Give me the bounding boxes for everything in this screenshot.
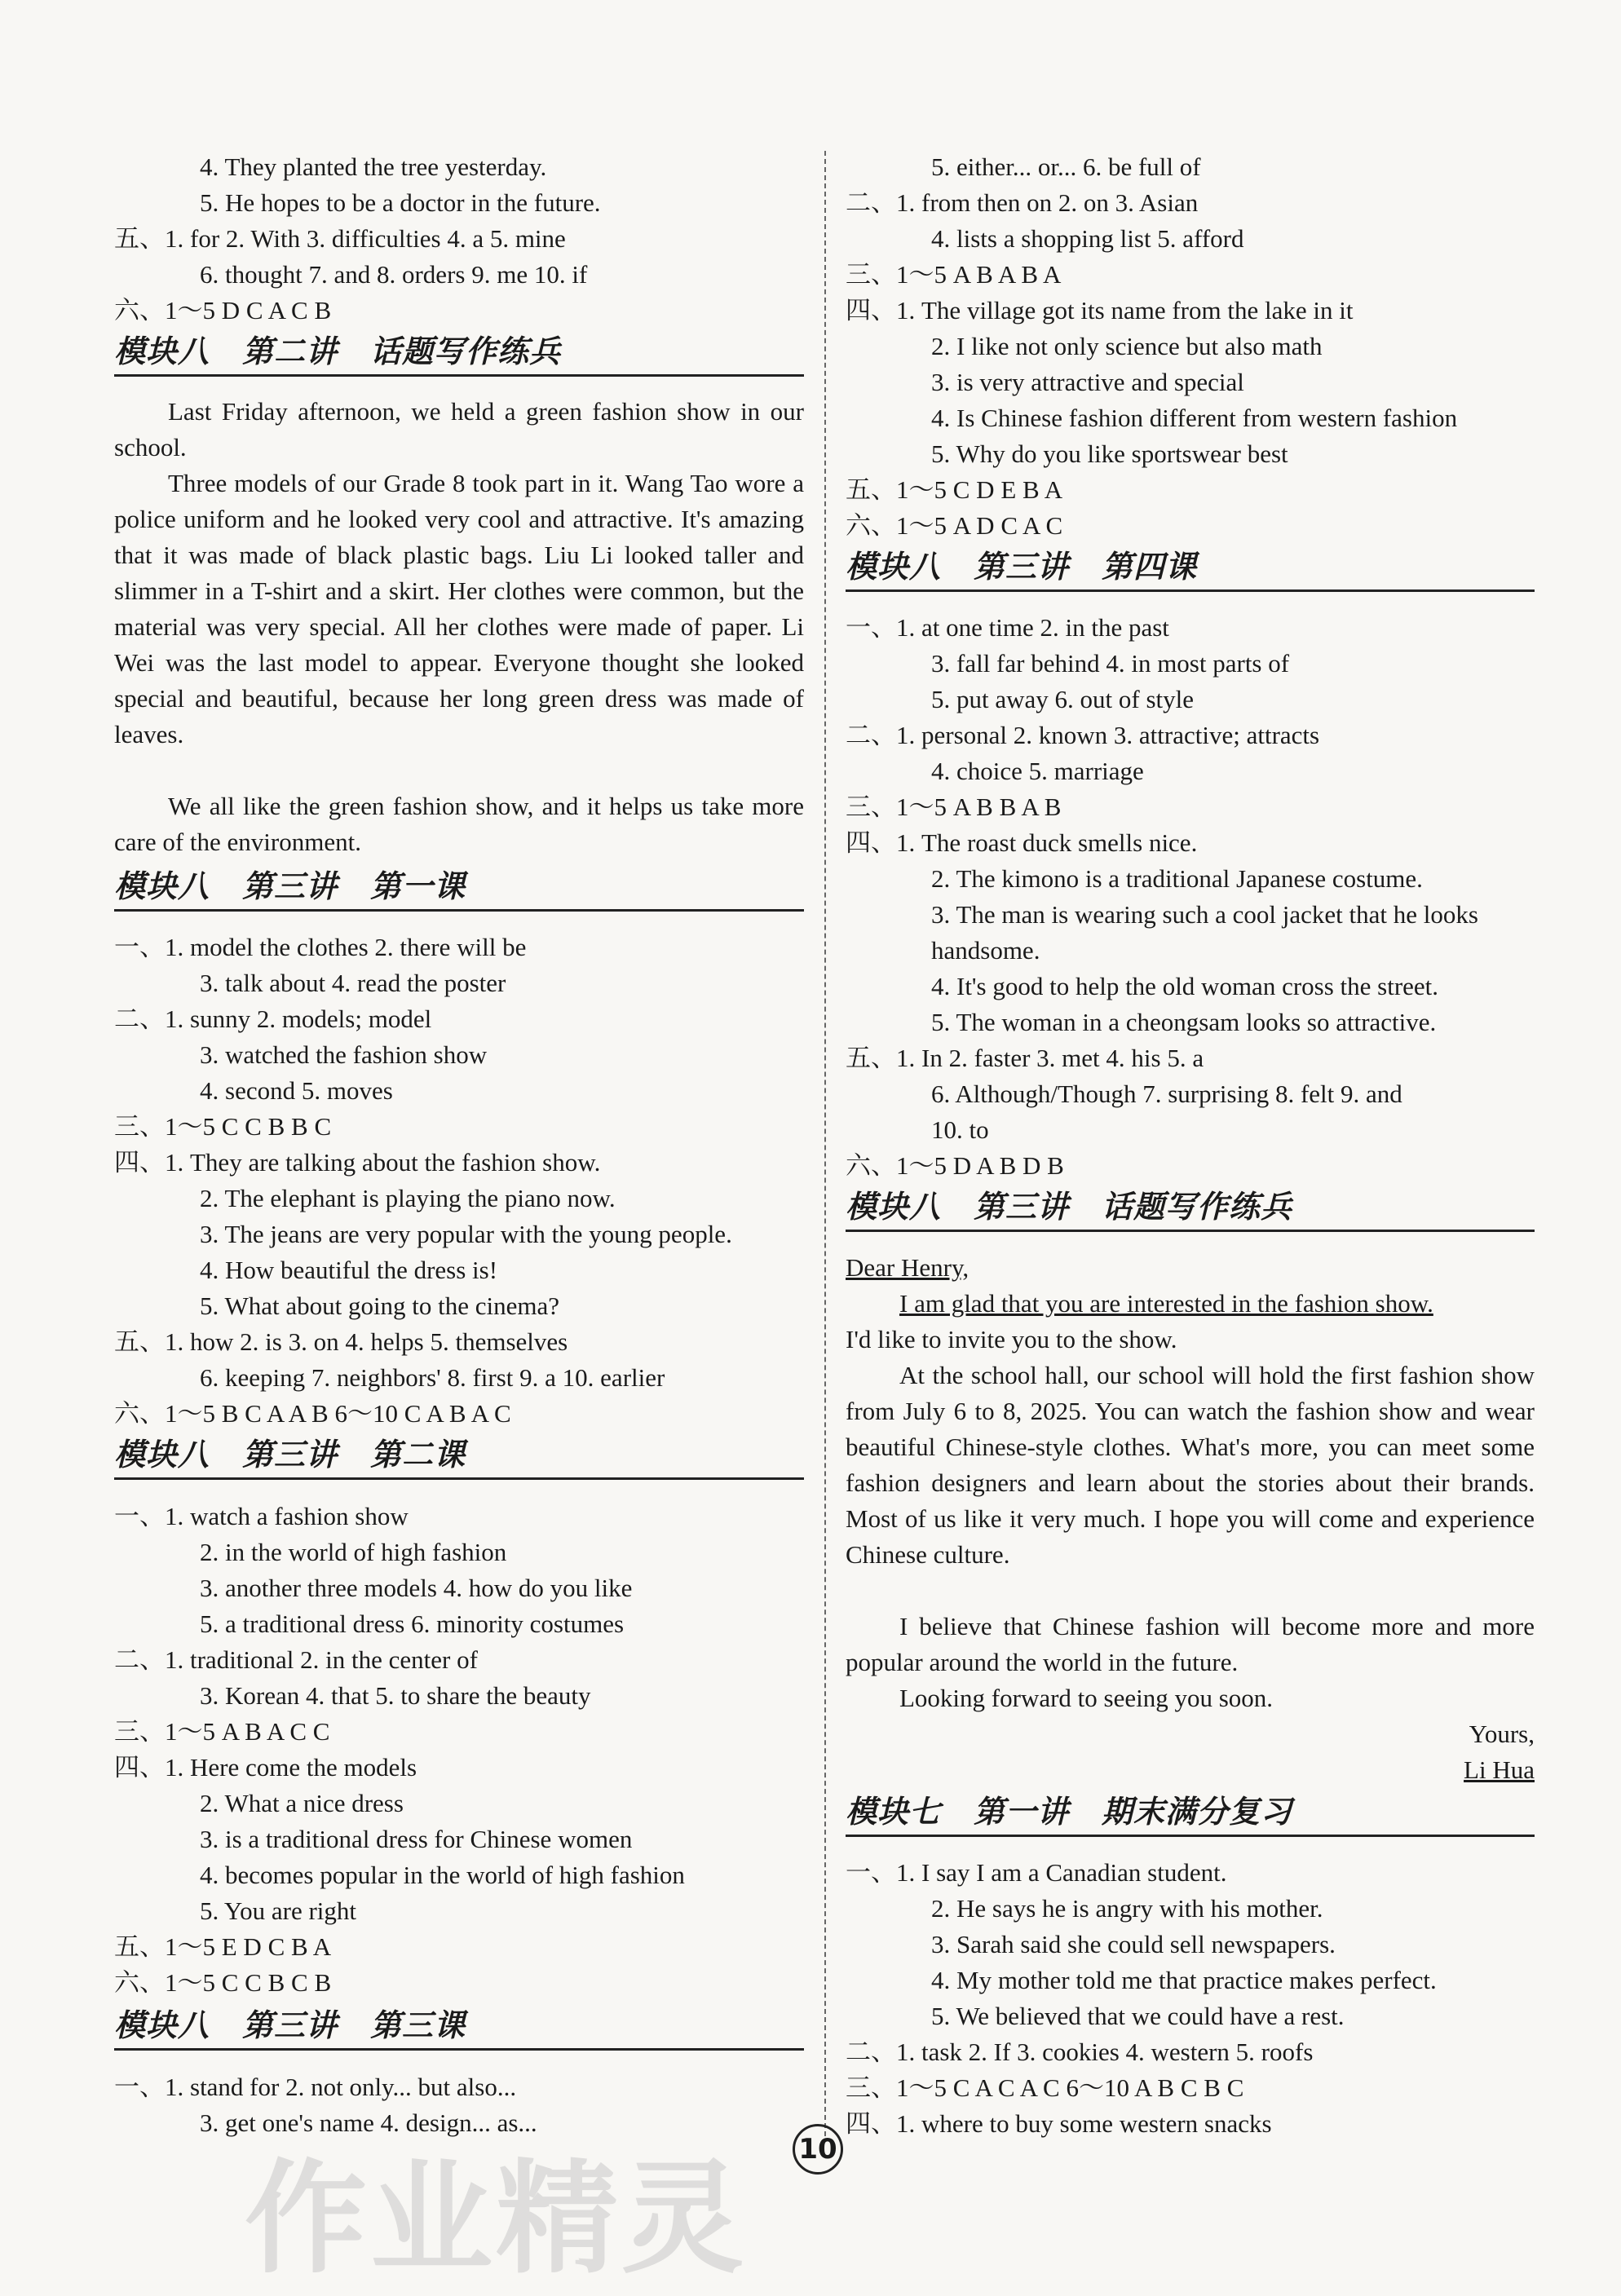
letter-signature: Li Hua [1464, 1755, 1535, 1784]
section-heading: 模块八 第三讲 第一课 [114, 865, 804, 912]
page-number: 10 [793, 2124, 843, 2175]
answer-line: 3. get one's name 4. design... as... [200, 2108, 537, 2137]
answer-line: 四、1. Here come the models [114, 1753, 417, 1782]
answer-line: 五、1. for 2. With 3. difficulties 4. a 5. mine [114, 224, 566, 253]
answer-line: 三、1～5 A B A B A [846, 260, 1062, 289]
answer-line: 四、1. The roast duck smells nice. [846, 828, 1198, 857]
answer-line: 5. a traditional dress 6. minority costumes [200, 1609, 625, 1638]
letter-salutation: Dear Henry, [846, 1253, 970, 1282]
answer-line: 二、1. from then on 2. on 3. Asian [846, 188, 1199, 217]
column-divider [824, 151, 826, 2136]
answer-line: 2. I like not only science but also math [931, 332, 1323, 360]
answer-line: 3. fall far behind 4. in most parts of [931, 649, 1290, 678]
answer-line: 五、1～5 E D C B A [114, 1932, 332, 1961]
answer-line: 4. They planted the tree yesterday. [200, 152, 547, 181]
answer-line: 三、1～5 A B A C C [114, 1717, 330, 1746]
answer-line: 六、1～5 A D C A C [846, 511, 1063, 540]
answer-line: 三、1～5 C A C A C 6～10 A B C B C [846, 2073, 1244, 2102]
answer-line: 2. The kimono is a traditional Japanese costume. [931, 864, 1423, 893]
answer-line: 4. How beautiful the dress is! [200, 1256, 498, 1284]
answer-line: 6. keeping 7. neighbors' 8. first 9. a 10. earlier [200, 1363, 665, 1392]
letter-paragraph: At the school hall, our school will hold the first fashion show from July 6 to 8, 2025. You can watch the fashion show and wear beautiful Chinese-style clothes. What's more, you can meet some fashion designers and learn about the stories about their brands. Most of us like it very much. I hope you will come and experience Chinese culture. [846, 1361, 1535, 1569]
answer-line: 4. My mother told me that practice makes perfect. [931, 1966, 1437, 1994]
answer-line: 一、1. watch a fashion show [114, 1502, 409, 1530]
answer-line: 3. another three models 4. how do you like [200, 1574, 633, 1602]
answer-line: 六、1～5 D C A C B [114, 296, 332, 325]
letter-paragraph: Looking forward to seeing you soon. [899, 1684, 1274, 1712]
answer-line: 2. What a nice dress [200, 1789, 404, 1817]
answer-line: 3. The man is wearing such a cool jacket that he looks [931, 900, 1478, 929]
answer-line: 一、1. stand for 2. not only... but also... [114, 2073, 517, 2101]
answer-line: 五、1. In 2. faster 3. met 4. his 5. a [846, 1044, 1204, 1072]
answer-line: 2. The elephant is playing the piano now. [200, 1184, 616, 1212]
answer-line: 二、1. traditional 2. in the center of [114, 1645, 478, 1674]
answer-line: 5. You are right [200, 1896, 357, 1925]
answer-line: 四、1. The village got its name from the lake in it [846, 296, 1354, 325]
answer-line: 4. second 5. moves [200, 1076, 393, 1105]
letter-closing: Yours, [1469, 1720, 1535, 1748]
answer-line: 4. choice 5. marriage [931, 757, 1144, 785]
answer-line: 5. Why do you like sportswear best [931, 439, 1288, 468]
watermark-bottom: 作业精灵 [245, 2148, 748, 2290]
answer-line: 三、1～5 C C B B C [114, 1112, 332, 1141]
answer-line: 5. The woman in a cheongsam looks so attractive. [931, 1008, 1437, 1036]
answer-line: 4. lists a shopping list 5. afford [931, 224, 1244, 253]
answer-line: 3. Sarah said she could sell newspapers. [931, 1930, 1336, 1958]
essay-paragraph: Three models of our Grade 8 took part in it. Wang Tao wore a police uniform and he looked very cool and attractive. It's amazing that it was made of black plastic bags. Liu Li looked taller and slimmer in a T-shirt and a skirt. Her clothes were common, but the material was very special. All her clothes were made of paper. Li Wei was the last model to appear. Everyone thought she looked special and beautiful, because her long green dress was made of leaves. [114, 469, 804, 748]
answer-line: 10. to [931, 1115, 989, 1144]
answer-line: 四、1. where to buy some western snacks [846, 2109, 1272, 2138]
answer-line: 5. We believed that we could have a rest. [931, 2002, 1345, 2030]
answer-line: 5. either... or... 6. be full of [931, 152, 1201, 181]
answer-line: 3. Korean 4. that 5. to share the beauty [200, 1681, 591, 1710]
answer-line: 3. The jeans are very popular with the young people. [200, 1220, 732, 1248]
answer-line: handsome. [931, 936, 1040, 965]
answer-line: 二、1. sunny 2. models; model [114, 1004, 432, 1033]
answer-line: 二、1. task 2. If 3. cookies 4. western 5. roofs [846, 2038, 1314, 2066]
answer-line: 五、1～5 C D E B A [846, 475, 1063, 504]
answer-line: 3. watched the fashion show [200, 1040, 488, 1069]
essay-paragraph: We all like the green fashion show, and it helps us take more care of the environment. [114, 792, 804, 856]
answer-line: 5. What about going to the cinema? [200, 1292, 560, 1320]
answer-line: 一、1. I say I am a Canadian student. [846, 1858, 1227, 1887]
answer-line: 2. He says he is angry with his mother. [931, 1894, 1323, 1923]
answer-line: 五、1. how 2. is 3. on 4. helps 5. themselves [114, 1327, 568, 1356]
answer-line: 3. is very attractive and special [931, 368, 1244, 396]
section-heading: 模块八 第三讲 第三课 [114, 2004, 804, 2051]
answer-line: 3. talk about 4. read the poster [200, 969, 506, 997]
answer-line: 一、1. model the clothes 2. there will be [114, 933, 527, 961]
letter-line: I'd like to invite you to the show. [846, 1325, 1177, 1353]
answer-line: 三、1～5 A B B A B [846, 793, 1062, 821]
section-heading: 模块七 第一讲 期末满分复习 [846, 1790, 1535, 1837]
answer-line: 一、1. at one time 2. in the past [846, 613, 1169, 642]
letter-paragraph: I believe that Chinese fashion will become more and more popular around the world in the future. [846, 1612, 1535, 1676]
answer-line: 六、1～5 C C B C B [114, 1968, 332, 1997]
section-heading: 模块八 第三讲 话题写作练兵 [846, 1186, 1535, 1232]
answer-line: 5. He hopes to be a doctor in the future. [200, 188, 601, 217]
answer-line: 4. It's good to help the old woman cross the street. [931, 972, 1439, 1000]
essay-paragraph: Last Friday afternoon, we held a green fashion show in our school. [114, 397, 804, 461]
section-heading: 模块八 第三讲 第二课 [114, 1433, 804, 1480]
section-heading: 模块八 第二讲 话题写作练兵 [114, 330, 804, 377]
answer-line: 3. is a traditional dress for Chinese women [200, 1825, 633, 1853]
answer-line: 4. becomes popular in the world of high fashion [200, 1861, 685, 1889]
answer-line: 二、1. personal 2. known 3. attractive; attracts [846, 721, 1320, 749]
answer-line: 5. put away 6. out of style [931, 685, 1195, 713]
answer-line: 四、1. They are talking about the fashion show. [114, 1148, 601, 1177]
letter-first-line: I am glad that you are interested in the fashion show. [899, 1289, 1433, 1318]
answer-line: 六、1～5 B C A A B 6～10 C A B A C [114, 1399, 511, 1428]
answer-line: 4. Is Chinese fashion different from western fashion [931, 404, 1458, 432]
answer-line: 六、1～5 D A B D B [846, 1151, 1064, 1180]
answer-line: 6. Although/Though 7. surprising 8. felt 9. and [931, 1080, 1402, 1108]
answer-line: 6. thought 7. and 8. orders 9. me 10. if [200, 260, 588, 289]
section-heading: 模块八 第三讲 第四课 [846, 545, 1535, 592]
answer-line: 2. in the world of high fashion [200, 1538, 507, 1566]
